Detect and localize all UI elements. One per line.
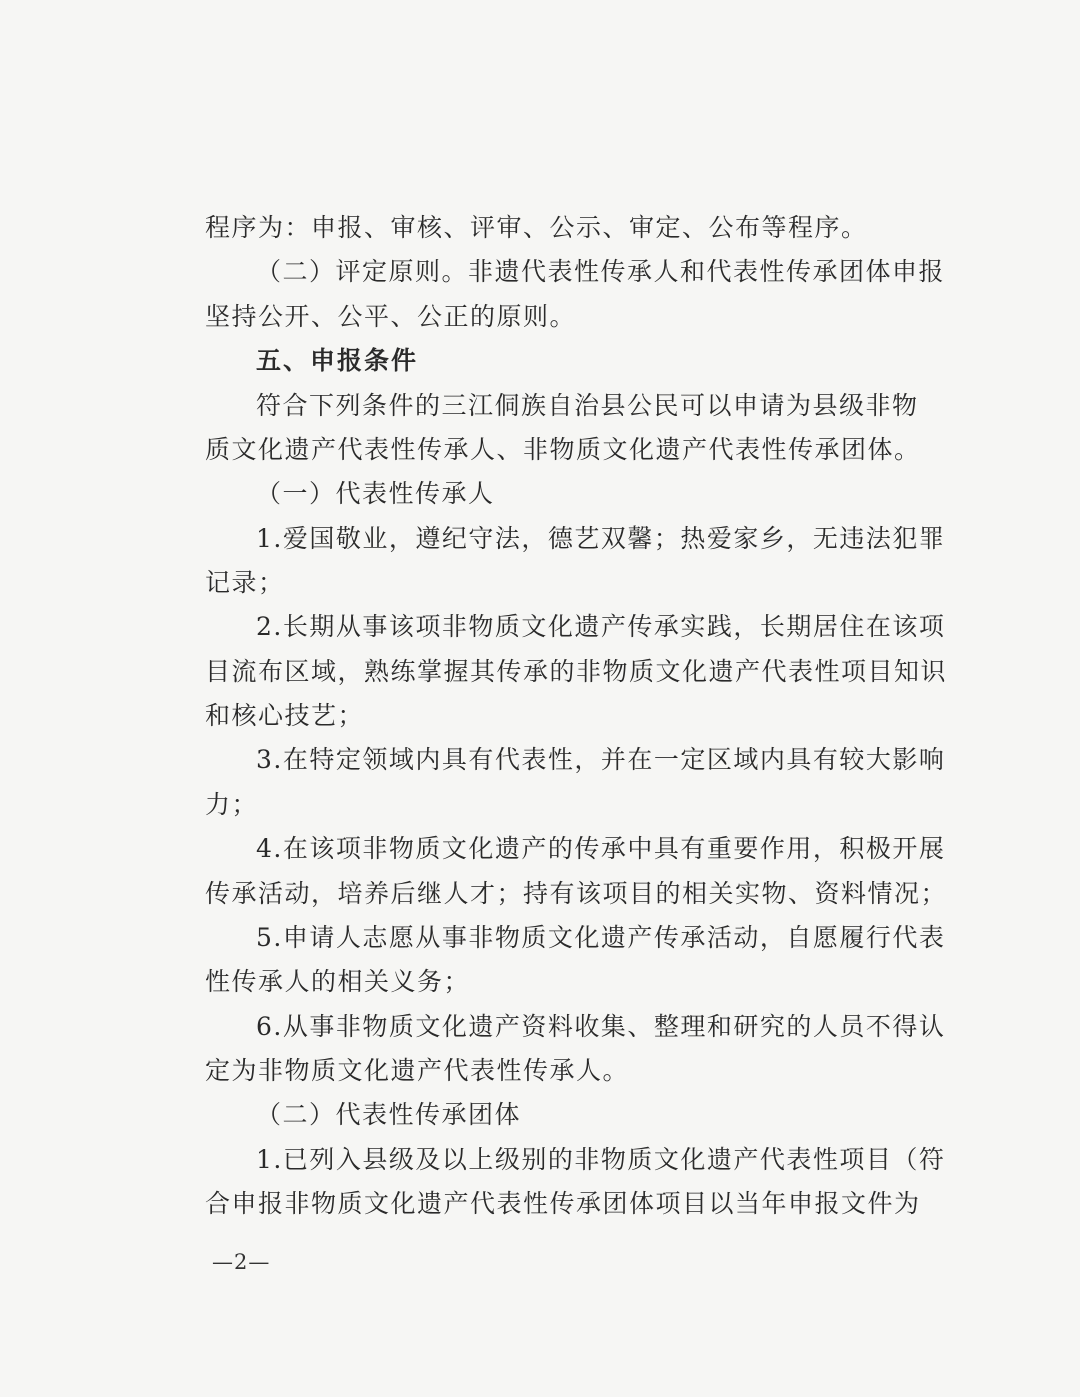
list-item-line: 1.爱国敬业，遵纪守法，德艺双馨；热爱家乡，无违法犯罪 xyxy=(256,524,946,553)
list-item-line: 6.从事非物质文化遗产资料收集、整理和研究的人员不得认 xyxy=(256,1012,946,1041)
paragraph-line: 坚持公开、公平、公正的原则。 xyxy=(205,302,577,331)
paragraph-line: 质文化遗产代表性传承人、非物质文化遗产代表性传承团体。 xyxy=(205,435,921,464)
list-item-line: 力； xyxy=(205,790,259,819)
section-heading: 五、申报条件 xyxy=(256,346,419,375)
subsection-heading: （一）代表性传承人 xyxy=(256,479,495,508)
subsection-heading: （二）代表性传承团体 xyxy=(256,1100,522,1129)
list-item-line: 2.长期从事该项非物质文化遗产传承实践，长期居住在该项 xyxy=(256,612,946,641)
list-item-line: 记录； xyxy=(205,568,285,597)
list-item-line: 目流布区域，熟练掌握其传承的非物质文化遗产代表性项目知识 xyxy=(205,657,948,686)
list-item-line: 1.已列入县级及以上级别的非物质文化遗产代表性项目（符 xyxy=(256,1145,946,1174)
list-item-line: 3.在特定领域内具有代表性，并在一定区域内具有较大影响 xyxy=(256,745,946,774)
list-item-line: 合申报非物质文化遗产代表性传承团体项目以当年申报文件为 xyxy=(205,1189,921,1218)
paragraph-line: （二）评定原则。非遗代表性传承人和代表性传承团体申报 xyxy=(256,257,946,286)
list-item-line: 4.在该项非物质文化遗产的传承中具有重要作用，积极开展 xyxy=(256,834,946,863)
paragraph-line: 符合下列条件的三江侗族自治县公民可以申请为县级非物 xyxy=(256,391,919,420)
list-item-line: 传承活动，培养后继人才；持有该项目的相关实物、资料情况； xyxy=(205,879,948,908)
list-item-line: 定为非物质文化遗产代表性传承人。 xyxy=(205,1056,630,1085)
paragraph-line: 程序为：申报、审核、评审、公示、审定、公布等程序。 xyxy=(205,213,868,242)
list-item-line: 5.申请人志愿从事非物质文化遗产传承活动，自愿履行代表 xyxy=(256,923,946,952)
list-item-line: 性传承人的相关义务； xyxy=(205,967,471,996)
page-number: —2— xyxy=(212,1250,271,1274)
list-item-line: 和核心技艺； xyxy=(205,701,365,730)
